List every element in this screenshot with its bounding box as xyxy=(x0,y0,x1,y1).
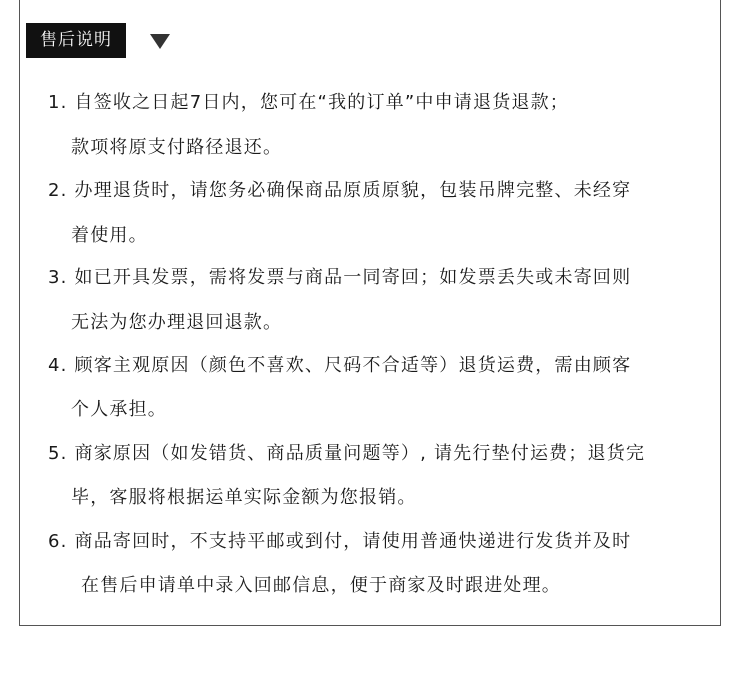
rule-1-text-1: 自签收之日起7日内，您可在“我的订单”中申请退货退款； xyxy=(74,92,569,113)
rule-2-text-1: 办理退货时，请您务必确保商品原质原貌，包装吊牌完整、未经穿 xyxy=(74,180,632,201)
rule-1-number: 1. xyxy=(48,92,68,113)
rule-1-line-2 xyxy=(71,136,282,160)
rule-5-text-1: 商家原因（如发错货、商品质量问题等）, 请先行垫付运费；退货完 xyxy=(74,443,646,464)
rule-5-text-2: 毕，客服将根据运单实际金额为您报销。 xyxy=(71,487,417,508)
rule-1-text-2: 款项将原支付路径退还。 xyxy=(71,137,283,158)
after-sales-panel xyxy=(19,0,721,626)
rule-6-line-2 xyxy=(81,574,561,598)
rule-6-text-1: 商品寄回时，不支持平邮或到付，请使用普通快递进行发货并及时 xyxy=(74,531,632,552)
rule-3-text-2: 无法为您办理退回退款。 xyxy=(71,312,283,333)
rule-6-line-1 xyxy=(48,530,631,554)
rule-6-text-2: 在售后申请单中录入回邮信息，便于商家及时跟进处理。 xyxy=(81,575,561,596)
rule-3-line-1 xyxy=(48,266,631,290)
rule-4-number: 4. xyxy=(48,355,68,376)
section-title-tag: 售后说明 xyxy=(26,23,126,58)
rule-4-line-2 xyxy=(71,398,167,422)
rule-5-line-2 xyxy=(71,486,417,510)
rule-4-text-2: 个人承担。 xyxy=(71,399,167,420)
rule-6-number: 6. xyxy=(48,531,68,552)
rule-3-number: 3. xyxy=(48,267,68,288)
rule-1-line-1 xyxy=(48,91,569,115)
rule-3-line-2 xyxy=(71,311,282,335)
rule-2-text-2: 着使用。 xyxy=(71,225,148,246)
rule-4-line-1 xyxy=(48,354,631,378)
rule-5-line-1 xyxy=(48,442,645,466)
rule-3-text-1: 如已开具发票，需将发票与商品一同寄回；如发票丢失或未寄回则 xyxy=(74,267,632,288)
rule-4-text-1: 顾客主观原因（颜色不喜欢、尺码不合适等）退货运费，需由顾客 xyxy=(74,355,632,376)
rule-2-number: 2. xyxy=(48,180,68,201)
rule-5-number: 5. xyxy=(48,443,68,464)
rules-list xyxy=(20,0,720,625)
rule-2-line-1 xyxy=(48,179,631,203)
rule-2-line-2 xyxy=(71,224,148,248)
